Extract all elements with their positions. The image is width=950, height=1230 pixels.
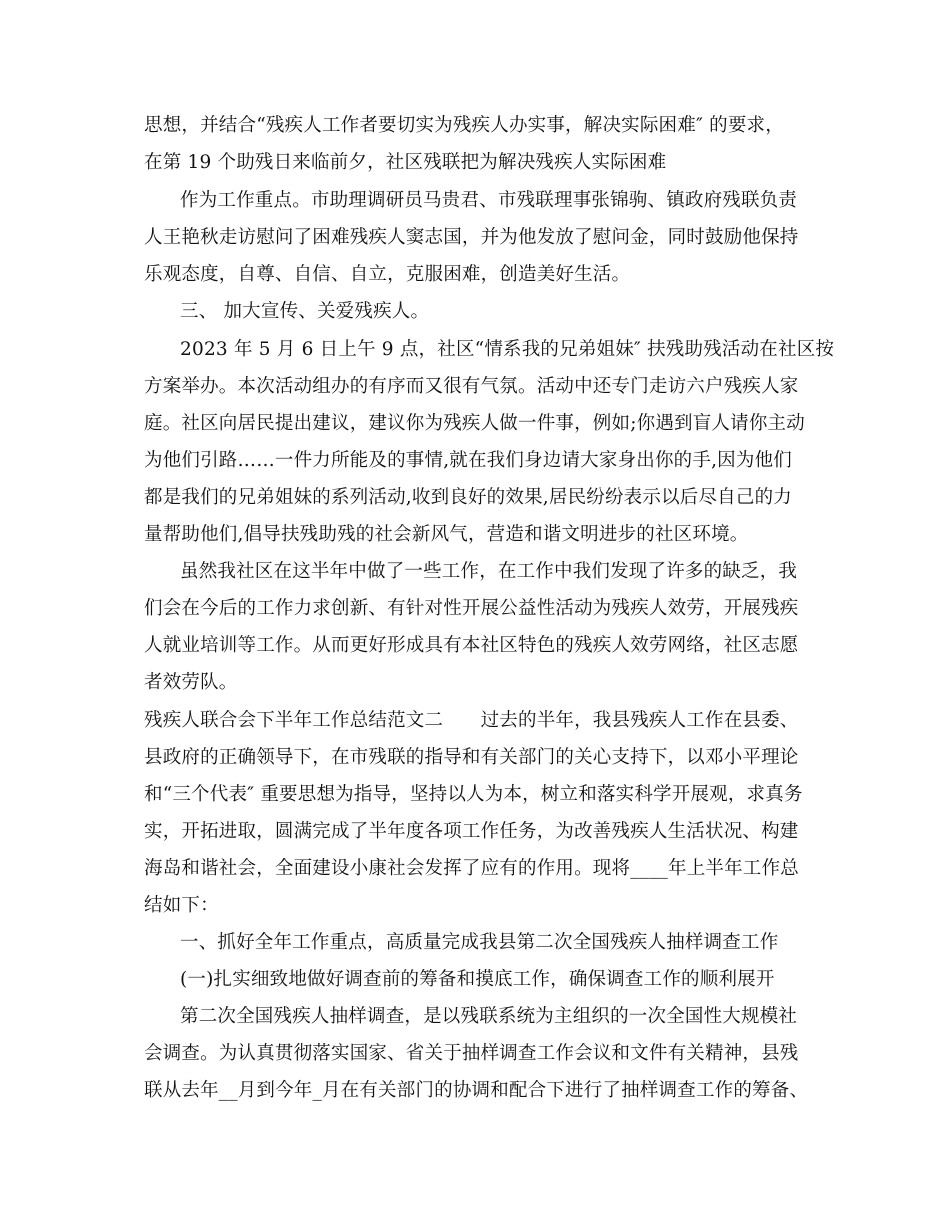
text-line: 2023 年 5 月 6 日上午 9 点，社区“情系我的兄弟姐妹″ 扶残助残活动在社区按 [180,339,835,360]
text-line: 第二次全国残疾人抽样调查，是以残联系统为主组织的一次全国性大规模社 [180,1006,798,1027]
text-line: 实，开拓进取，圆满完成了半年度各项工作任务，为改善残疾人生活状况、构建 [144,821,799,842]
text-line: 都是我们的兄弟姐妹的系列活动,收到良好的效果,居民纷纷表示以后尽自己的力 [144,487,792,508]
text-line: 结如下： [144,895,219,916]
text-line: 作为工作重点。市助理调研员马贵君、市残联理事张锦驹、镇政府残联负责 [180,190,798,211]
text-line: 思想，并结合“残疾人工作者要切实为残疾人办实事，解决实际困难″ 的要求， [144,115,784,136]
text-line: 人就业培训等工作。从而更好形成具有本社区特色的残疾人效劳网络，社区志愿 [144,635,799,656]
text-line: 人王艳秋走访慰问了困难残疾人窦志国，并为他发放了慰问金，同时鼓励他保持 [144,227,799,248]
text-line: 方案举办。本次活动组办的有序而又很有气氛。活动中还专门走访六户残疾人家 [144,376,799,397]
section-heading: 一、抓好全年工作重点，高质量完成我县第二次全国残疾人抽样调查工作 [180,932,779,953]
text-line: 为他们引路……一件力所能及的事情,就在我们身边请大家身出你的手,因为他们 [144,450,792,471]
text-line: 乐观态度，自尊、自信、自立，克服困难，创造美好生活。 [144,264,631,285]
text-line: 庭。社区向居民提出建议，建议你为残疾人做一件事，例如;你遇到盲人请你主动 [144,413,805,434]
text-line: 们会在今后的工作力求创新、有针对性开展公益性活动为残疾人效劳，开展残疾 [144,598,799,619]
text-line: 者效劳队。 [144,672,238,693]
text-line: 量帮助他们,倡导扶残助残的社会新风气，营造和谐文明进步的社区环境。 [144,524,749,545]
text-line: 和“三个代表″ 重要思想为指导，坚持以人为本，树立和落实科学开展观，求真务 [144,784,803,805]
text-line: 在第 19 个助残日来临前夕，社区残联把为解决残疾人实际困难 [144,152,667,173]
text-line: 虽然我社区在这半年中做了一些工作，在工作中我们发现了许多的缺乏，我 [180,561,798,582]
subsection-heading: (一)扎实细致地做好调查前的筹备和摸底工作，确保调查工作的顺利展开 [180,969,775,990]
article-title-line: 残疾人联合会下半年工作总结范文二 过去的半年，我县残疾人工作在县委、 [144,710,799,731]
section-heading: 三、 加大宣传、关爱残疾人。 [180,301,430,322]
text-line: 县政府的正确领导下，在市残联的指导和有关部门的关心支持下，以邓小平理论 [144,747,799,768]
text-line: 会调查。为认真贯彻落实国家、省关于抽样调查工作会议和文件有关精神，县残 [144,1043,799,1064]
text-line: 海岛和谐社会，全面建设小康社会发挥了应有的作用。现将____年上半年工作总 [144,858,799,879]
text-line: 联从去年__月到今年_月在有关部门的协调和配合下进行了抽样调查工作的筹备、 [144,1080,809,1101]
